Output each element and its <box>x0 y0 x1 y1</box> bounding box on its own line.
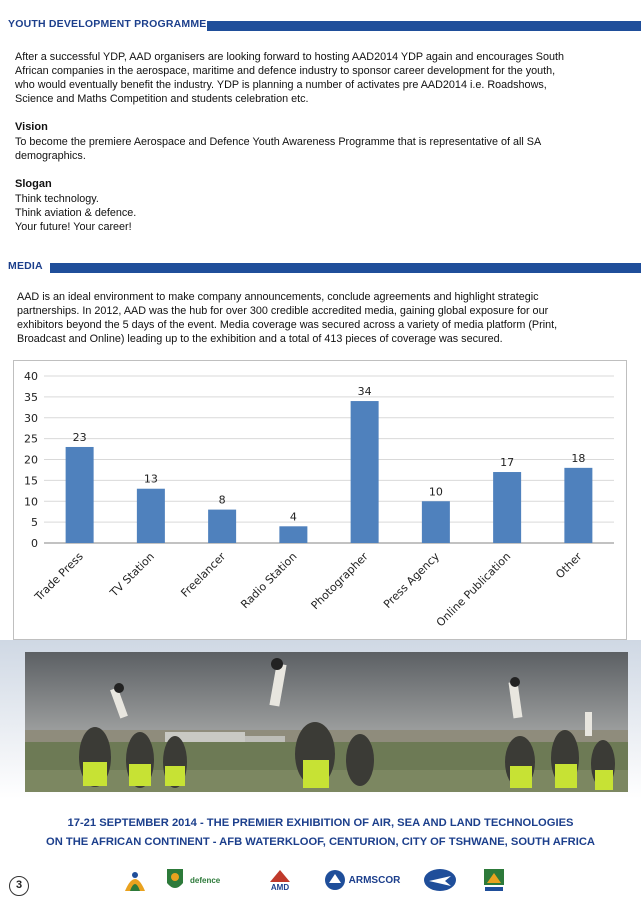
text-line: African companies in the aerospace, maritime and defence industry to sponsor career development for the youth, <box>15 65 556 77</box>
bar <box>137 489 165 543</box>
data-label: 4 <box>289 510 297 524</box>
footer-tagline-line-2: ON THE AFRICAN CONTINENT - AFB WATERKLOOF, CENTURION, CITY OF TSHWANE, SOUTH AFRICA <box>46 836 595 848</box>
text-line: Think aviation & defence. <box>15 207 137 219</box>
data-label: 10 <box>428 485 443 499</box>
text-line: exhibitors beyond the 5 days of the event. Media coverage was secured across a variety of media platform (Print, <box>17 319 558 331</box>
bar <box>422 501 450 543</box>
text-line: AAD is an ideal environment to make company announcements, conclude agreements and highlight strategic <box>17 291 539 303</box>
text-line: partnerships. In 2012, AAD was the hub for over 300 credible accredited media, gaining global exposure for our <box>17 305 549 317</box>
x-tick-label: TV Station <box>107 549 157 600</box>
media-paragraph <box>17 290 622 346</box>
x-tick-label: Photographer <box>308 549 371 613</box>
vision-heading: Vision <box>15 121 48 133</box>
section-rule <box>50 263 641 273</box>
y-tick-label: 10 <box>24 495 38 509</box>
section-title-youth: YOUTH DEVELOPMENT PROGRAMME <box>8 18 207 30</box>
text-line: Broadcast and Online) leading up to the exhibition and a total of 413 pieces of coverage was secured. <box>17 333 503 345</box>
y-tick-label: 0 <box>31 537 38 550</box>
saaf-logo <box>420 862 460 898</box>
text-line: who would eventually benefit the industry. YDP is planning a number of activates pre AAD2014 i.e. Roadshows, <box>15 79 547 91</box>
photographers-image <box>25 652 628 792</box>
tshwane-logo <box>476 862 512 898</box>
defence-department-logo <box>163 862 241 898</box>
bar <box>279 526 307 543</box>
data-label: 34 <box>357 385 372 399</box>
armscor-logo <box>318 862 406 898</box>
x-tick-label: Press Agency <box>380 549 442 611</box>
slogan-heading: Slogan <box>15 178 52 190</box>
bar <box>564 468 592 543</box>
section-rule <box>207 21 641 31</box>
vision-paragraph <box>15 135 620 163</box>
y-tick-label: 5 <box>31 516 38 530</box>
x-tick-label: Freelancer <box>178 549 229 600</box>
x-tick-label: Other <box>553 549 585 582</box>
coat-of-arms-icon <box>163 865 187 895</box>
section-header-youth <box>0 18 641 34</box>
text-line: After a successful YDP, AAD organisers are looking forward to hosting AAD2014 YDP again and encourages South <box>15 51 564 63</box>
data-label: 23 <box>72 430 87 444</box>
text-line: demographics. <box>15 150 86 162</box>
youth-intro-paragraph <box>15 50 620 106</box>
y-tick-label: 15 <box>24 474 38 488</box>
data-label: 17 <box>500 456 515 470</box>
section-header-media <box>0 260 641 276</box>
text-line: Science and Maths Competition and students celebration etc. <box>15 93 309 105</box>
data-label: 8 <box>218 493 226 507</box>
photographers-photo <box>25 652 628 792</box>
data-label: 13 <box>143 472 158 486</box>
sponsor-logos <box>0 862 641 902</box>
x-tick-label: Radio Station <box>238 549 300 612</box>
defence-logo-text: defence <box>190 875 221 885</box>
text-line: Think technology. <box>15 193 99 205</box>
section-title-media: MEDIA <box>8 260 43 272</box>
y-tick-label: 25 <box>24 432 38 446</box>
x-tick-label: Trade Press <box>32 549 86 604</box>
text-line: To become the premiere Aerospace and Defence Youth Awareness Programme that is representative of all SA <box>15 136 542 148</box>
amd-logo-text: AMD <box>270 882 290 892</box>
bar <box>66 447 94 543</box>
y-tick-label: 35 <box>24 390 38 404</box>
aad-logo <box>120 862 150 898</box>
data-label: 18 <box>571 451 586 465</box>
bar <box>351 401 379 543</box>
bar-chart-svg <box>14 361 628 641</box>
bar <box>208 510 236 543</box>
y-tick-label: 30 <box>24 411 38 425</box>
y-tick-label: 20 <box>24 453 38 467</box>
armscor-logo-text: ARMSCOR <box>348 874 401 886</box>
text-line: Your future! Your career! <box>15 221 132 233</box>
amd-logo <box>262 862 298 898</box>
y-tick-label: 40 <box>24 370 38 383</box>
x-tick-label: Online Publication <box>433 549 514 630</box>
footer-tagline-line-1: 17-21 SEPTEMBER 2014 - THE PREMIER EXHIBITION OF AIR, SEA AND LAND TECHNOLOGIES <box>67 817 574 829</box>
media-coverage-chart <box>13 360 627 640</box>
armscor-emblem-icon <box>324 869 346 891</box>
page-number: 3 <box>9 876 29 896</box>
slogan-lines <box>15 192 620 234</box>
bar <box>493 472 521 543</box>
